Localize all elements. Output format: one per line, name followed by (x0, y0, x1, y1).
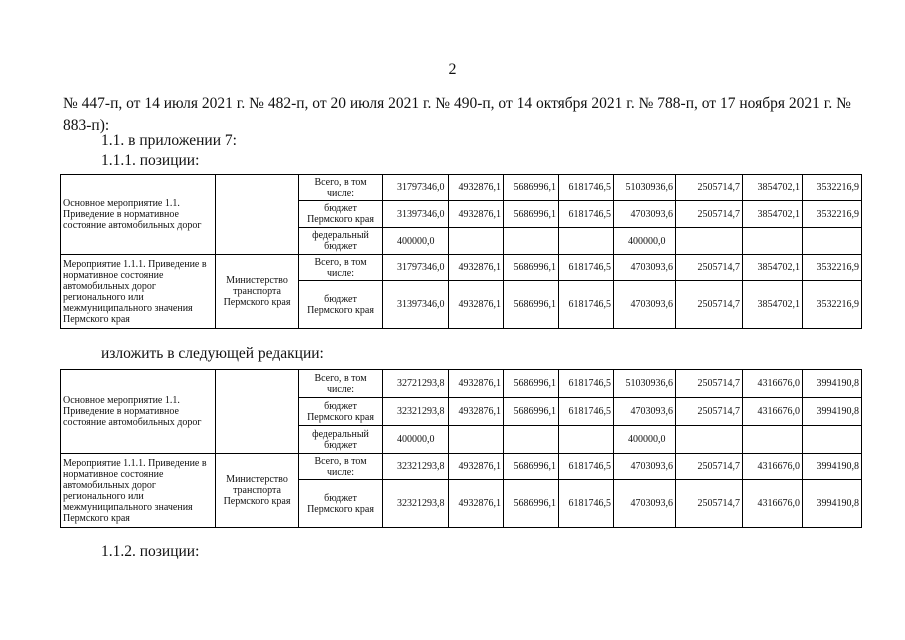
page-number: 2 (448, 61, 457, 78)
value-cell: 3994190,8 (803, 480, 862, 528)
value-cell: 4703093,6 (614, 201, 676, 228)
main-event-name: Основное мероприятие 1.1. Приведение в нормативное состояние автомобильных дорог (61, 370, 216, 454)
positions-table-old (60, 174, 862, 329)
value-cell: 51030936,6 (614, 370, 676, 398)
value-cell: 3854702,1 (743, 175, 803, 201)
value-cell: 400000,0 (383, 228, 449, 255)
value-cell: 3854702,1 (743, 201, 803, 228)
value-cell: 3854702,1 (743, 281, 803, 329)
item-1-1-2: 1.1.2. позиции: (101, 543, 200, 560)
value-cell: 5686996,1 (504, 454, 559, 480)
value-cell: 4703093,6 (614, 480, 676, 528)
value-cell: 6181746,5 (559, 480, 614, 528)
source-federal: федеральный бюджет (299, 228, 383, 255)
value-cell: 3532216,9 (803, 281, 862, 329)
sub-event-executor: Министерство транспорта Пермского края (216, 454, 299, 528)
value-cell: 4703093,6 (614, 281, 676, 329)
value-cell: 4932876,1 (449, 175, 504, 201)
value-cell: 2505714,7 (676, 175, 743, 201)
value-cell (676, 228, 743, 255)
source-federal: федеральный бюджет (299, 426, 383, 454)
value-cell: 4932876,1 (449, 281, 504, 329)
value-cell: 31797346,0 (383, 255, 449, 281)
value-cell: 5686996,1 (504, 281, 559, 329)
value-cell (803, 228, 862, 255)
value-cell: 5686996,1 (504, 480, 559, 528)
source-total: Всего, в том числе: (299, 175, 383, 201)
value-cell (559, 426, 614, 454)
value-cell: 4316676,0 (743, 370, 803, 398)
value-cell (504, 228, 559, 255)
value-cell: 5686996,1 (504, 175, 559, 201)
value-cell: 3994190,8 (803, 454, 862, 480)
value-cell: 400000,0 (614, 228, 676, 255)
value-cell: 6181746,5 (559, 175, 614, 201)
value-cell: 2505714,7 (676, 454, 743, 480)
value-cell: 51030936,6 (614, 175, 676, 201)
main-event-name: Основное мероприятие 1.1. Приведение в нормативное состояние автомобильных дорог (61, 175, 216, 255)
value-cell: 3532216,9 (803, 255, 862, 281)
value-cell: 31397346,0 (383, 201, 449, 228)
source-regional: бюджет Пермского края (299, 281, 383, 329)
value-cell: 4703093,6 (614, 398, 676, 426)
value-cell: 3994190,8 (803, 370, 862, 398)
value-cell: 2505714,7 (676, 398, 743, 426)
value-cell (504, 426, 559, 454)
value-cell: 4316676,0 (743, 480, 803, 528)
value-cell: 400000,0 (614, 426, 676, 454)
value-cell: 6181746,5 (559, 281, 614, 329)
value-cell: 6181746,5 (559, 255, 614, 281)
main-event-executor (216, 370, 299, 454)
value-cell: 4932876,1 (449, 201, 504, 228)
source-regional: бюджет Пермского края (299, 398, 383, 426)
item-1-1: 1.1. в приложении 7: (101, 132, 237, 149)
source-regional: бюджет Пермского края (299, 201, 383, 228)
value-cell: 2505714,7 (676, 370, 743, 398)
intro-text: № 447-п, от 14 июля 2021 г. № 482-п, от 20 июля 2021 г. № 490-п, от 14 октября 2021 г. № 788-п, от 17 ноября 2021 г. № 883-п): (63, 95, 851, 134)
value-cell: 4932876,1 (449, 255, 504, 281)
value-cell: 400000,0 (383, 426, 449, 454)
value-cell (803, 426, 862, 454)
value-cell: 5686996,1 (504, 255, 559, 281)
value-cell: 32721293,8 (383, 370, 449, 398)
value-cell (743, 228, 803, 255)
value-cell: 32321293,8 (383, 480, 449, 528)
value-cell: 5686996,1 (504, 398, 559, 426)
value-cell: 4316676,0 (743, 398, 803, 426)
item-1-1-1: 1.1.1. позиции: (101, 152, 200, 169)
value-cell: 6181746,5 (559, 398, 614, 426)
replace-text: изложить в следующей редакции: (101, 345, 324, 362)
value-cell: 31397346,0 (383, 281, 449, 329)
sub-event-executor: Министерство транспорта Пермского края (216, 255, 299, 329)
value-cell: 32321293,8 (383, 454, 449, 480)
value-cell: 32321293,8 (383, 398, 449, 426)
value-cell: 2505714,7 (676, 255, 743, 281)
source-total: Всего, в том числе: (299, 370, 383, 398)
source-total: Всего, в том числе: (299, 454, 383, 480)
main-event-executor (216, 175, 299, 255)
value-cell (559, 228, 614, 255)
value-cell: 4316676,0 (743, 454, 803, 480)
value-cell (449, 228, 504, 255)
value-cell: 4932876,1 (449, 454, 504, 480)
value-cell: 2505714,7 (676, 281, 743, 329)
value-cell: 5686996,1 (504, 370, 559, 398)
positions-table-new (60, 369, 862, 528)
value-cell (449, 426, 504, 454)
source-total: Всего, в том числе: (299, 255, 383, 281)
value-cell: 4932876,1 (449, 370, 504, 398)
sub-event-name: Мероприятие 1.1.1. Приведение в нормативное состояние автомобильных дорог регионального или межмуниципального значения Пермского края (61, 454, 216, 528)
value-cell: 4932876,1 (449, 480, 504, 528)
value-cell: 3532216,9 (803, 175, 862, 201)
value-cell: 3994190,8 (803, 398, 862, 426)
value-cell: 4932876,1 (449, 398, 504, 426)
value-cell: 6181746,5 (559, 454, 614, 480)
sub-event-name: Мероприятие 1.1.1. Приведение в нормативное состояние автомобильных дорог регионального или межмуниципального значения Пермского края (61, 255, 216, 329)
value-cell: 3532216,9 (803, 201, 862, 228)
value-cell: 2505714,7 (676, 201, 743, 228)
value-cell: 3854702,1 (743, 255, 803, 281)
value-cell (743, 426, 803, 454)
value-cell: 2505714,7 (676, 480, 743, 528)
value-cell: 4703093,6 (614, 454, 676, 480)
value-cell: 4703093,6 (614, 255, 676, 281)
value-cell: 31797346,0 (383, 175, 449, 201)
value-cell: 5686996,1 (504, 201, 559, 228)
value-cell (676, 426, 743, 454)
source-regional: бюджет Пермского края (299, 480, 383, 528)
value-cell: 6181746,5 (559, 201, 614, 228)
value-cell: 6181746,5 (559, 370, 614, 398)
